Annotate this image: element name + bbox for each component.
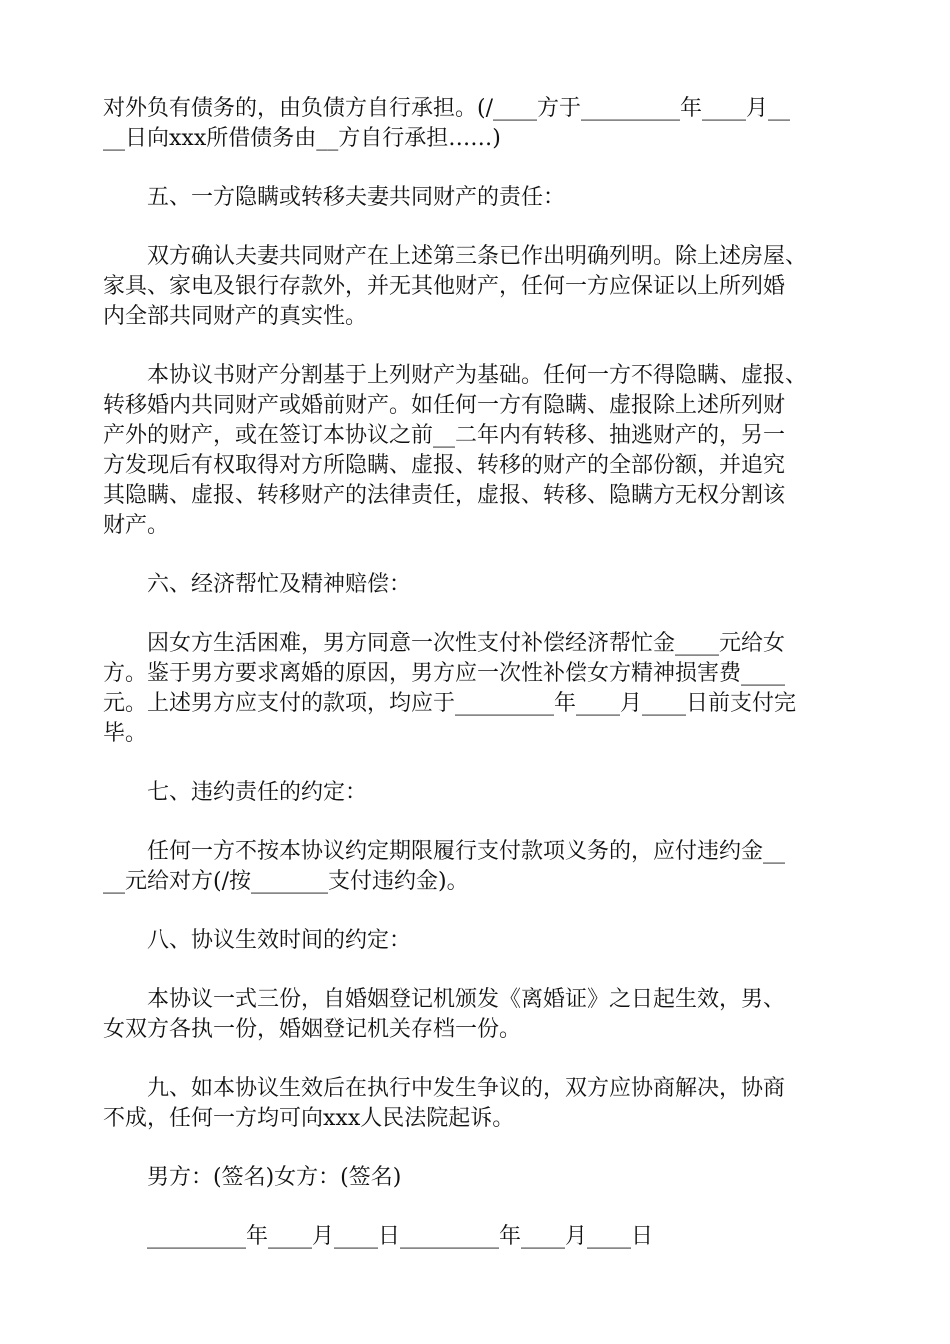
text-line: 转移婚内共同财产或婚前财产。如任何一方有隐瞒、虚报除上述所列财 bbox=[103, 393, 786, 418]
text-line: 方。鉴于男方要求离婚的原因，男方应一次性补偿女方精神损害费____ bbox=[103, 661, 786, 686]
paragraph bbox=[103, 183, 863, 213]
text-line: 女双方各执一份，婚姻登记机关存档一份。 bbox=[103, 1017, 522, 1042]
paragraph bbox=[103, 361, 863, 541]
paragraph bbox=[103, 1163, 863, 1193]
text-line: __日向xxx所借债务由__方自行承担……) bbox=[103, 126, 501, 151]
text-line: 七、违约责任的约定： bbox=[147, 780, 368, 805]
paragraph bbox=[103, 94, 863, 154]
text-line: 对外负有债务的，由负债方自行承担。(/____方于_________年____月__ bbox=[103, 96, 790, 121]
paragraph bbox=[103, 570, 863, 600]
text-line: 五、一方隐瞒或转移夫妻共同财产的责任： bbox=[147, 185, 566, 210]
paragraph bbox=[103, 926, 863, 956]
paragraph bbox=[103, 985, 863, 1045]
text-line: 八、协议生效时间的约定： bbox=[147, 928, 412, 953]
text-line: 内全部共同财产的真实性。 bbox=[103, 304, 368, 329]
paragraph bbox=[103, 242, 863, 332]
text-line: 双方确认夫妻共同财产在上述第三条已作出明确列明。除上述房屋、 bbox=[147, 244, 808, 269]
paragraph bbox=[103, 1074, 863, 1134]
text-line: 男方：(签名)女方：(签名) bbox=[147, 1165, 402, 1190]
text-line: 因女方生活困难，男方同意一次性支付补偿经济帮忙金____元给女 bbox=[147, 631, 786, 656]
paragraph bbox=[103, 1222, 863, 1252]
text-line: 元。上述男方应支付的款项，均应于_________年____月____日前支付完 bbox=[103, 691, 797, 716]
text-line: 任何一方不按本协议约定期限履行支付款项义务的，应付违约金__ bbox=[147, 839, 786, 864]
text-line: 产外的财产，或在签订本协议之前__二年内有转移、抽逃财产的，另一 bbox=[103, 423, 786, 448]
text-line: 财产。 bbox=[103, 513, 170, 538]
paragraph bbox=[103, 837, 863, 897]
text-line: 九、如本协议生效后在执行中发生争议的，双方应协商解决，协商 bbox=[147, 1076, 786, 1101]
text-line: 本协议书财产分割基于上列财产为基础。任何一方不得隐瞒、虚报、 bbox=[147, 363, 808, 388]
text-line: 方发现后有权取得对方所隐瞒、虚报、转移的财产的全部份额，并追究 bbox=[103, 453, 786, 478]
text-line: 家具、家电及银行存款外，并无其他财产，任何一方应保证以上所列婚 bbox=[103, 274, 786, 299]
document-body bbox=[103, 94, 863, 1281]
text-line: 六、经济帮忙及精神赔偿： bbox=[147, 572, 412, 597]
text-line: 其隐瞒、虚报、转移财产的法律责任，虚报、转移、隐瞒方无权分割该 bbox=[103, 483, 786, 508]
paragraph bbox=[103, 778, 863, 808]
paragraph bbox=[103, 629, 863, 749]
text-line: __元给对方(/按_______支付违约金)。 bbox=[103, 869, 469, 894]
text-line: 本协议一式三份，自婚姻登记机颁发《离婚证》之日起生效，男、 bbox=[147, 987, 786, 1012]
text-line: 毕。 bbox=[103, 721, 148, 746]
text-line: 不成，任何一方均可向xxx人民法院起诉。 bbox=[103, 1106, 515, 1131]
text-line: _________年____月____日_________年____月____日 bbox=[147, 1224, 654, 1249]
